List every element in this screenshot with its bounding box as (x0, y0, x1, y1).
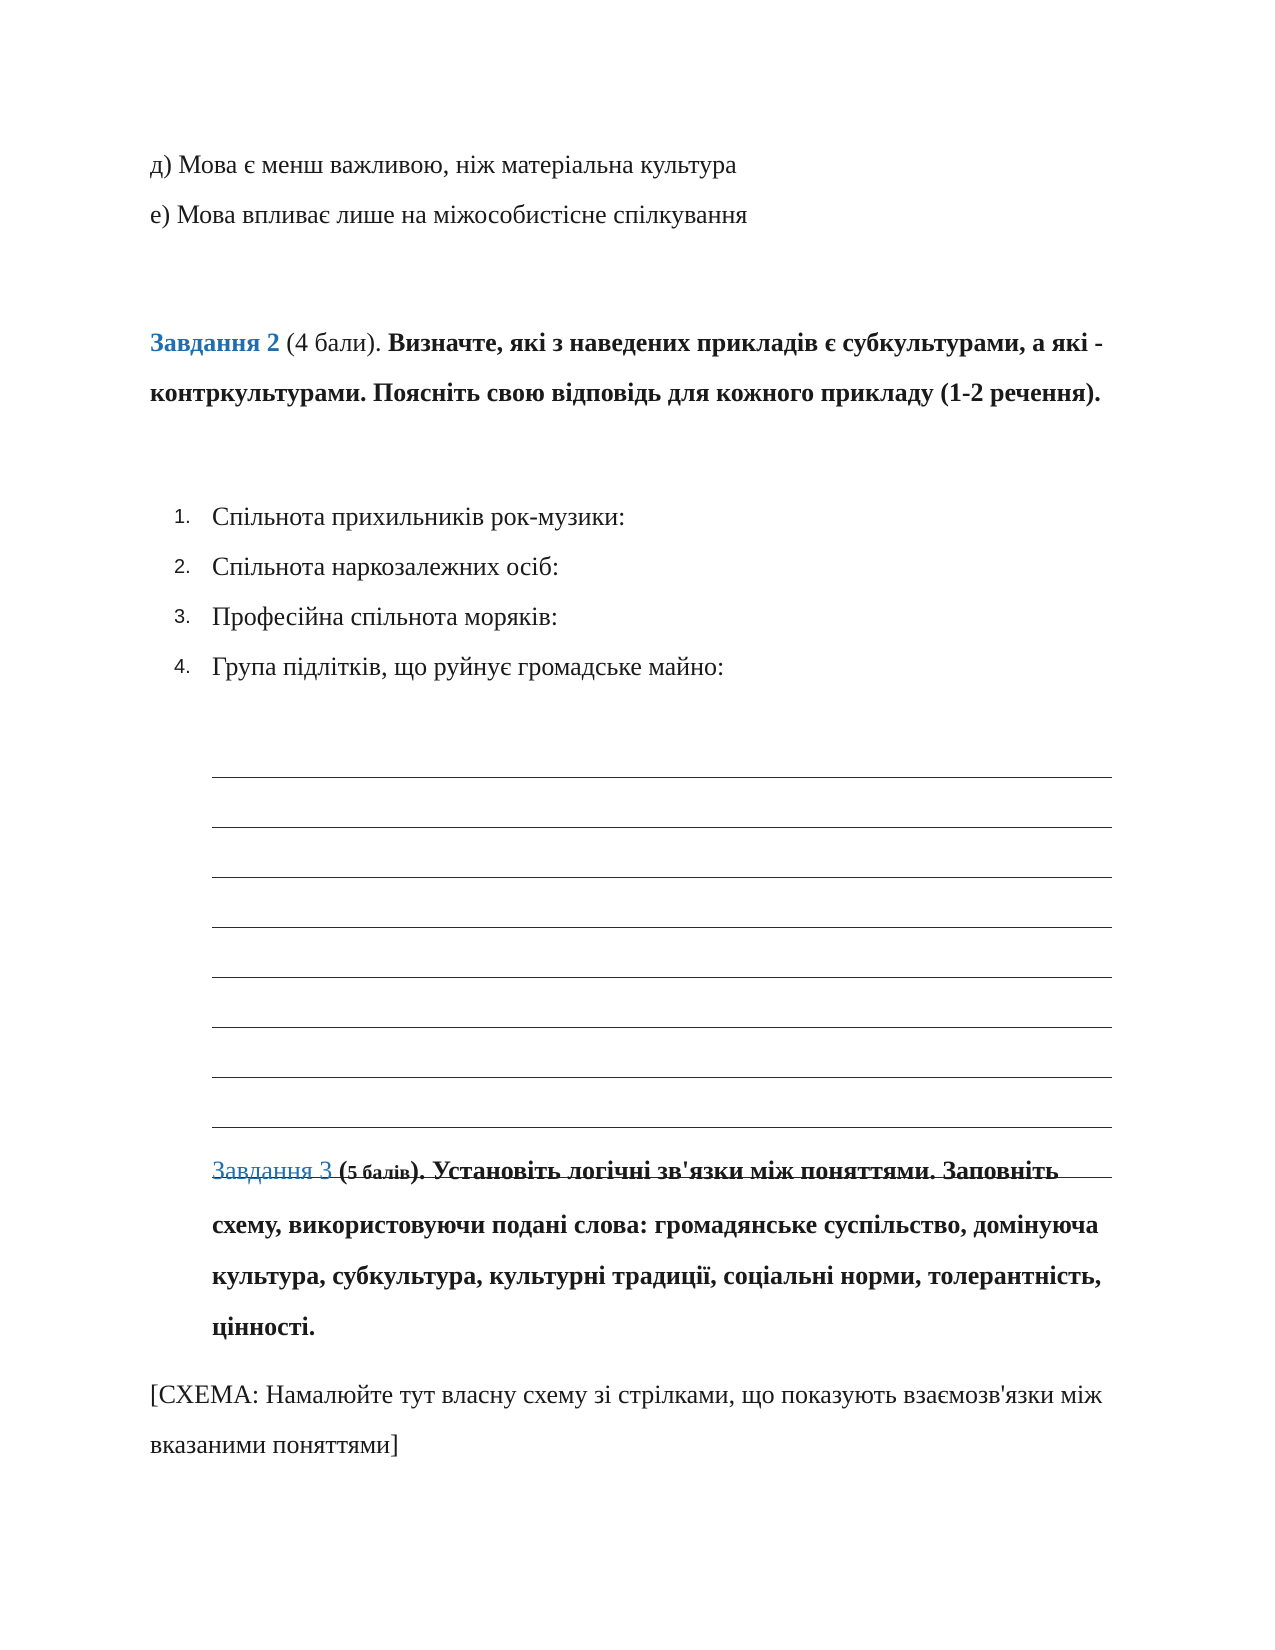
list-item-text: Спільнота прихильників рок-музики: (212, 502, 626, 531)
task3-points: 5 балів (347, 1162, 411, 1184)
answer-line[interactable] (212, 828, 1112, 878)
answer-line[interactable] (212, 1078, 1112, 1128)
answer-line[interactable] (212, 928, 1112, 978)
option-d: д) Мова є менш важливою, ніж матеріальна культура (150, 150, 737, 179)
list-item-text: Професійна спільнота моряків: (212, 602, 559, 631)
list-item-text: Спільнота наркозалежних осіб: (212, 552, 560, 581)
task3-points-open: ( (332, 1156, 348, 1185)
task3-label (212, 1156, 332, 1185)
list-item-number: 1. (174, 506, 191, 528)
task2-points: (4 бали). (279, 328, 388, 357)
list-item-number: 3. (174, 606, 191, 628)
task2-prompt: Визначте, які з наведених прикладів є субкультурами, а які - контркультурами. Поясніть свою відповідь для кожного прикладу (1-2 речення). (150, 328, 1104, 407)
task3-prompt: Установіть логічні зв'язки між поняттями. Заповніть схему, використовуючи подані слова: громадянське суспільство, домінуюча культура, субкультура, культурні традиції, соціальні норми, толерантність, цінності. (212, 1156, 1102, 1341)
option-e: е) Мова впливає лише на міжособистісне спілкування (150, 200, 748, 229)
list-item-number: 4. (174, 656, 191, 678)
list-item-number: 2. (174, 556, 191, 578)
task3-heading (212, 1145, 1112, 1352)
task2-heading (150, 318, 1150, 418)
answer-line[interactable] (212, 1028, 1112, 1078)
answer-line[interactable] (212, 978, 1112, 1028)
answer-line[interactable] (212, 778, 1112, 828)
answer-line[interactable] (212, 728, 1112, 778)
task2-label: Завдання 2 (150, 328, 280, 357)
scheme-placeholder: [СХЕМА: Намалюйте тут власну схему зі стрілками, що показують взаємозв'язки між вказаними поняттями] (150, 1380, 1103, 1459)
answer-line[interactable] (212, 878, 1112, 928)
task3-label-text: Завдання 3 (212, 1156, 333, 1185)
list-item-text: Група підлітків, що руйнує громадське майно: (212, 652, 725, 681)
answer-lines (212, 728, 1112, 1178)
task3-points-close: ). (410, 1156, 432, 1185)
